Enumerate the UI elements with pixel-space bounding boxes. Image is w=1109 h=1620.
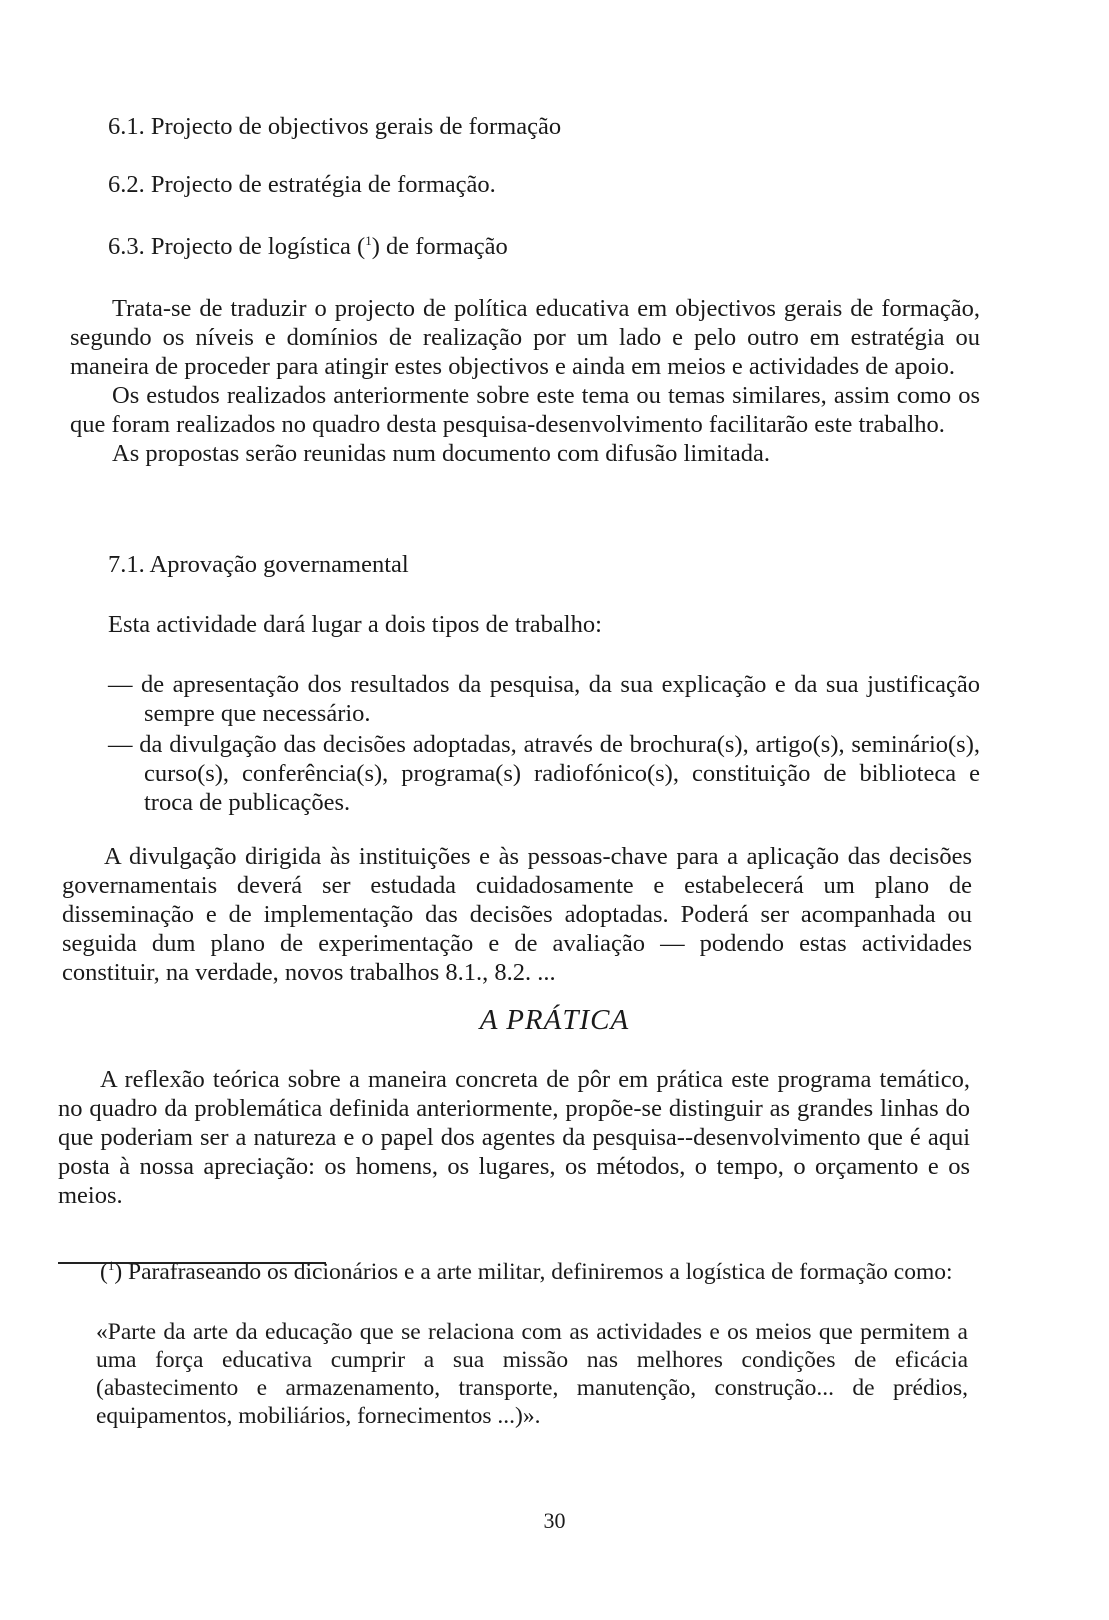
paragraph-activity: Esta actividade dará lugar a dois tipos de trabalho: bbox=[108, 611, 602, 638]
item-6-1: 6.1. Projecto de objectivos gerais de formação bbox=[108, 113, 562, 140]
paragraph-divulgation: A divulgação dirigida às instituições e às pessoas-chave para a aplicação das decisões governamentais deverá ser estudada cuidadosamente e estabelecerá um plano de disseminação e de implementação das decisões adoptadas. Poderá ser acompanhada ou seguida dum plano de experimentação e de avaliação — podendo estas actividades constituir, na verdade, novos trabalhos 8.1., 8.2. ... bbox=[62, 843, 972, 986]
footnote-ref: 1 bbox=[365, 233, 372, 248]
list-item: — de apresentação dos resultados da pesquisa, da sua explicação e da sua justificação sempre que necessário. bbox=[108, 671, 980, 727]
paragraph-reflection: A reflexão teórica sobre a maneira concreta de pôr em prática este programa temático, no quadro da problemática definida anteriormente, propõe-se distinguir as grandes linhas do que poderiam ser a natureza e o papel dos agentes da pesquisa--desenvolvimento que é aqui posta à nossa apreciação: os homens, os lugares, os métodos, o tempo, o orçamento e os meios. bbox=[58, 1066, 970, 1209]
page-number: 30 bbox=[543, 1508, 566, 1533]
body-section-1 bbox=[70, 294, 980, 468]
item-7-1: 7.1. Aprovação governamental bbox=[108, 551, 409, 578]
footnote-quote: «Parte da arte da educação que se relaciona com as actividades e os meios que permitem a uma força educativa cumprir a sua missão nas melhores condições de eficácia (abastecimento e armazenamento, transporte, manutenção, construção... de prédios, equipamentos, mobiliários, fornecimentos ...)». bbox=[96, 1319, 968, 1429]
footnote-open: ( bbox=[100, 1259, 108, 1285]
paragraph-translation: Trata-se de traduzir o projecto de política educativa em objectivos gerais de formação, segundo os níveis e domínios de realização por um lado e pelo outro em estratégia ou maneira de proceder para atingir estes objectivos e ainda em meios e actividades de apoio. bbox=[70, 295, 980, 380]
list-item: — da divulgação das decisões adoptadas, através de brochura(s), artigo(s), seminário(s), curso(s), conferência(s), programa(s) radiofónico(s), constituição de biblioteca e troca de publicações. bbox=[108, 731, 980, 816]
paragraph-studies: Os estudos realizados anteriormente sobre este tema ou temas similares, assim como os que foram realizados no quadro desta pesquisa-desenvolvimento facilitarão este trabalho. bbox=[70, 382, 980, 438]
footnote-marker: 1 bbox=[107, 1258, 115, 1273]
item-6-3-text-end: ) de formação bbox=[371, 233, 508, 260]
section-heading: A PRÁTICA bbox=[479, 1004, 630, 1036]
footnote bbox=[58, 1258, 970, 1286]
footnote-text: ) Parafraseando os dicionários e a arte militar, definiremos a logística de formação como: bbox=[114, 1259, 953, 1285]
item-6-3 bbox=[108, 232, 508, 261]
item-6-3-text: 6.3. Projecto de logística ( bbox=[108, 233, 366, 260]
item-6-2: 6.2. Projecto de estratégia de formação. bbox=[108, 171, 496, 198]
body-section-3 bbox=[58, 1065, 970, 1210]
body-section-2 bbox=[62, 842, 972, 987]
paragraph-proposals: As propostas serão reunidas num documento com difusão limitada. bbox=[112, 440, 770, 467]
